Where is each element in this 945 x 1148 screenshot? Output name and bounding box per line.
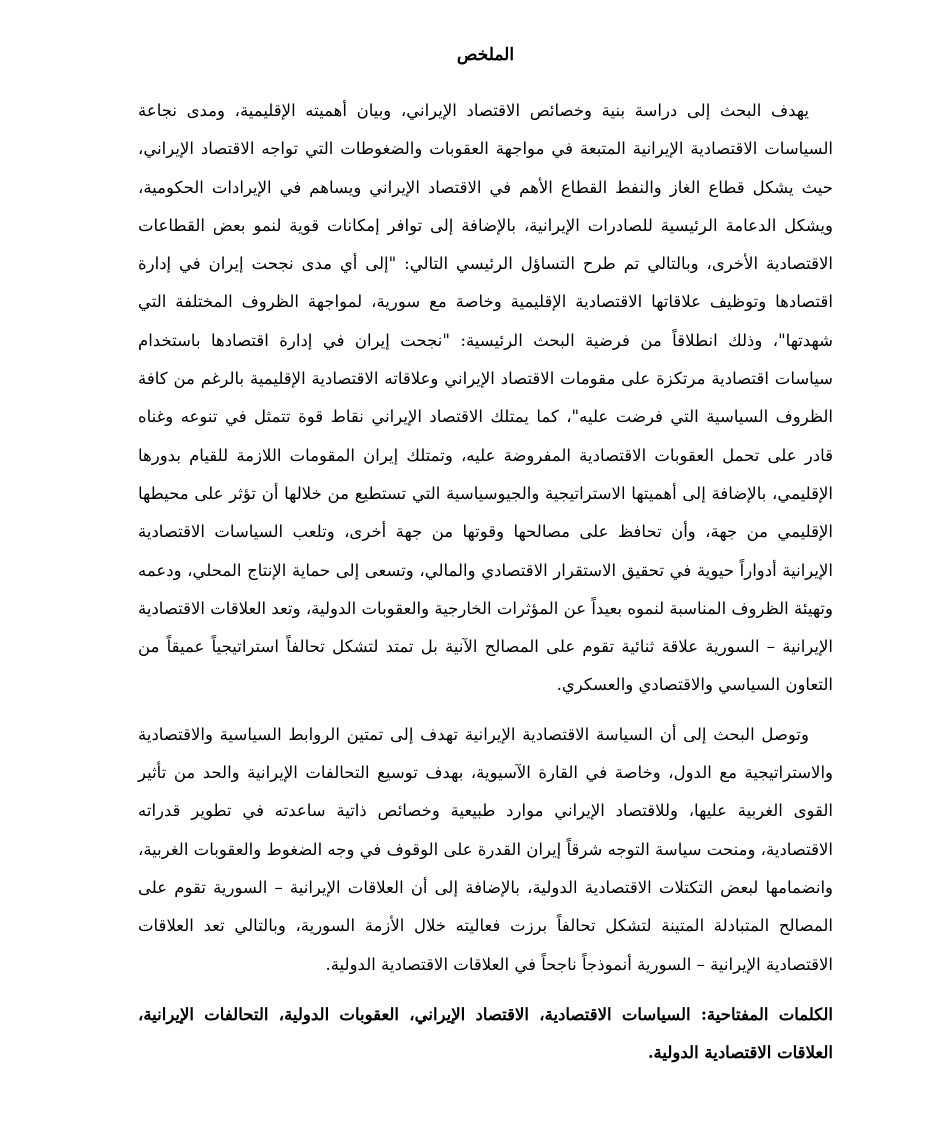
abstract-paragraph-1: يهدف البحث إلى دراسة بنية وخصائص الاقتصاد الإيراني، وبيان أهميته الإقليمية، ومدى نجاعة السياسات الاقتصادية الإيرانية المتبعة في مواجهة العقوبات والضغوطات التي تواجه الاقتصاد الإيراني، حيث يشكل قطاع الغاز والنفط القطاع الأهم في الاقتصاد الإيراني ويساهم في الإيرادات الحكومية، ويشكل الدعامة الرئيسية للصادرات الإيرانية، بالإضافة إلى توافر إمكانات قوية لنمو بعض القطاعات الاقتصادية الأخرى، وبالتالي تم طرح التساؤل الرئيسي التالي: "إلى أي مدى نجحت إيران في إدارة اقتصادها وتوظيف علاقاتها الاقتصادية الإقليمية وخاصة مع سورية، لمواجهة الظروف المختلفة التي شهدتها"، وذلك انطلاقاً من فرضية البحث الرئيسية: "نجحت إيران في إدارة اقتصادها باستخدام سياسات اقتصادية مرتكزة على مقومات الاقتصاد الإيراني وعلاقاته الاقتصادية الإقليمية بالرغم من كافة الظروف السياسية التي فرضت عليه"، كما يمتلك الاقتصاد الإيراني نقاط قوة تتمثل في تنوعه وغناه قادر على تحمل العقوبات الاقتصادية المفروضة عليه، وتمتلك إيران المقومات اللازمة للقيام بدورها الإقليمي، بالإضافة إلى أهميتها الاستراتيجية والجيوسياسية التي تستطيع من خلالها أن تؤثر على محيطها الإقليمي من جهة، وأن تحافظ على مصالحها وقوتها من جهة أخرى، وتلعب السياسات الاقتصادية الإيرانية أدواراً حيوية في تحقيق الاستقرار الاقتصادي والمالي، وتسعى إلى حماية الإنتاج المحلي، ودعمه وتهيئة الظروف المناسبة لنموه بعيداً عن المؤثرات الخارجية والعقوبات الدولية، وتعد العلاقات الاقتصادية الإيرانية – السورية علاقة ثنائية تقوم على المصالح الآنية بل تمتد لتشكل تحالفاً استراتيجياً عميقاً من التعاون السياسي والاقتصادي والعسكري. <box>138 101 833 695</box>
page-title: الملخص <box>456 45 515 65</box>
abstract-paragraph-2: وتوصل البحث إلى أن السياسة الاقتصادية الإيرانية تهدف إلى تمتين الروابط السياسية والاقتصادية والاستراتيجية مع الدول، وخاصة في القارة الآسيوية، بهدف توسيع التحالفات الإيرانية والحد من تأثير القوى الغربية عليها، وللاقتصاد الإيراني موارد طبيعية وخصائص ذاتية ساعدته في تطوير قدراته الاقتصادية، ومنحت سياسة التوجه شرقاً إيران القدرة على الوقوف في وجه الضغوط والعقوبات الغربية، وانضمامها لبعض التكتلات الاقتصادية الدولية، بالإضافة إلى أن العلاقات الإيرانية – السورية تقوم على المصالح المتبادلة المتينة لتشكل تحالفاً برزت فعاليته خلال الأزمة السورية، وبالتالي تعد العلاقات الاقتصادية الإيرانية – السورية أنموذجاً ناجحاً في العلاقات الاقتصادية الدولية. <box>138 724 833 974</box>
keywords-line: الكلمات المفتاحية: السياسات الاقتصادية، الاقتصاد الإيراني، العقوبات الدولية، التحالفات الإيرانية، العلاقات الاقتصادية الدولية. <box>138 1004 833 1062</box>
